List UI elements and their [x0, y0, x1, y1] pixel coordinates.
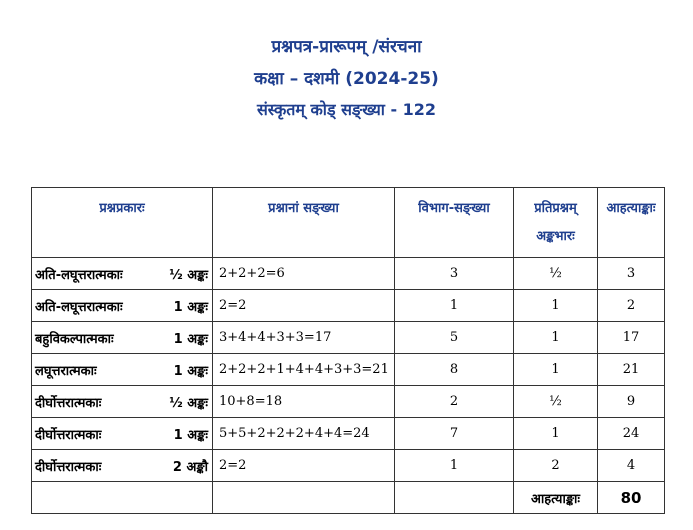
marks-label: 2 अङ्कौ	[172, 459, 208, 475]
total-label: आहत्याङ्काः	[514, 482, 598, 514]
per-question-cell: ½	[514, 386, 598, 418]
table-header-row	[32, 188, 665, 258]
question-pattern-table	[31, 187, 665, 514]
row-total-cell: 21	[598, 354, 665, 386]
class-line: कक्षा – दशमी (2024-25)	[254, 69, 439, 89]
table-row	[32, 290, 665, 322]
question-count-cell: 5+5+2+2+2+4+4=24	[213, 418, 395, 450]
row-total-cell: 3	[598, 258, 665, 290]
row-total-cell: 17	[598, 322, 665, 354]
empty-cell	[213, 482, 395, 514]
per-question-cell: 1	[514, 418, 598, 450]
sections-cell: 5	[395, 322, 514, 354]
row-total-cell: 24	[598, 418, 665, 450]
question-count-cell: 2+2+2=6	[213, 258, 395, 290]
sections-cell: 3	[395, 258, 514, 290]
col-header-sections: विभाग-सङ्ख्या	[395, 188, 514, 258]
table-row	[32, 450, 665, 482]
col-header-type: प्रश्नप्रकारः	[32, 188, 213, 258]
col-header-per-question: प्रतिप्रश्नम् अङ्कभारः	[514, 188, 598, 258]
question-type-cell	[32, 450, 213, 482]
per-question-cell: ½	[514, 258, 598, 290]
question-count-cell: 3+4+4+3+3=17	[213, 322, 395, 354]
table-row	[32, 354, 665, 386]
col-header-total: आहत्याङ्काः	[598, 188, 665, 258]
marks-label: 1 अङ्कः	[173, 299, 208, 315]
question-count-cell: 10+8=18	[213, 386, 395, 418]
total-value: 80	[598, 482, 665, 514]
marks-label: ½ अङ्कः	[169, 267, 208, 283]
marks-label: 1 अङ्कः	[173, 427, 208, 443]
question-type-cell	[32, 418, 213, 450]
empty-cell	[32, 482, 213, 514]
question-type: दीर्घोत्तरात्मकाः	[35, 427, 102, 443]
marks-label: 1 अङ्कः	[173, 363, 208, 379]
question-count-cell: 2=2	[213, 450, 395, 482]
subject-code-line: संस्कृतम् कोड् सङ्ख्या - 122	[256, 100, 437, 119]
question-count-cell: 2+2+2+1+4+4+3+3=21	[213, 354, 395, 386]
table-row	[32, 386, 665, 418]
per-question-cell: 2	[514, 450, 598, 482]
row-total-cell: 2	[598, 290, 665, 322]
row-total-cell: 4	[598, 450, 665, 482]
table-row	[32, 418, 665, 450]
question-type: लघूत्तरात्मकाः	[35, 363, 97, 379]
question-type-cell	[32, 290, 213, 322]
per-question-cell: 1	[514, 290, 598, 322]
marks-label: ½ अङ्कः	[169, 395, 208, 411]
question-type: अति-लघूत्तरात्मकाः	[35, 299, 123, 315]
empty-cell	[395, 482, 514, 514]
question-type: अति-लघूत्तरात्मकाः	[35, 267, 123, 283]
question-type: दीर्घोत्तरात्मकाः	[35, 459, 102, 475]
per-question-cell: 1	[514, 354, 598, 386]
per-question-cell: 1	[514, 322, 598, 354]
table-total-row	[32, 482, 665, 514]
question-type-cell	[32, 322, 213, 354]
table-row	[32, 322, 665, 354]
sections-cell: 8	[395, 354, 514, 386]
sections-cell: 7	[395, 418, 514, 450]
sections-cell: 2	[395, 386, 514, 418]
question-type: बहुविकल्पात्मकाः	[35, 331, 114, 347]
col-header-count: प्रश्नानां सङ्ख्या	[213, 188, 395, 258]
sections-cell: 1	[395, 450, 514, 482]
question-count-cell: 2=2	[213, 290, 395, 322]
table-row	[32, 258, 665, 290]
sections-cell: 1	[395, 290, 514, 322]
row-total-cell: 9	[598, 386, 665, 418]
question-type-cell	[32, 354, 213, 386]
page-title: प्रश्नपत्र-प्रारूपम् /संरचना	[271, 37, 422, 57]
marks-label: 1 अङ्कः	[173, 331, 208, 347]
question-type-cell	[32, 258, 213, 290]
question-type: दीर्घोत्तरात्मकाः	[35, 395, 102, 411]
question-type-cell	[32, 386, 213, 418]
